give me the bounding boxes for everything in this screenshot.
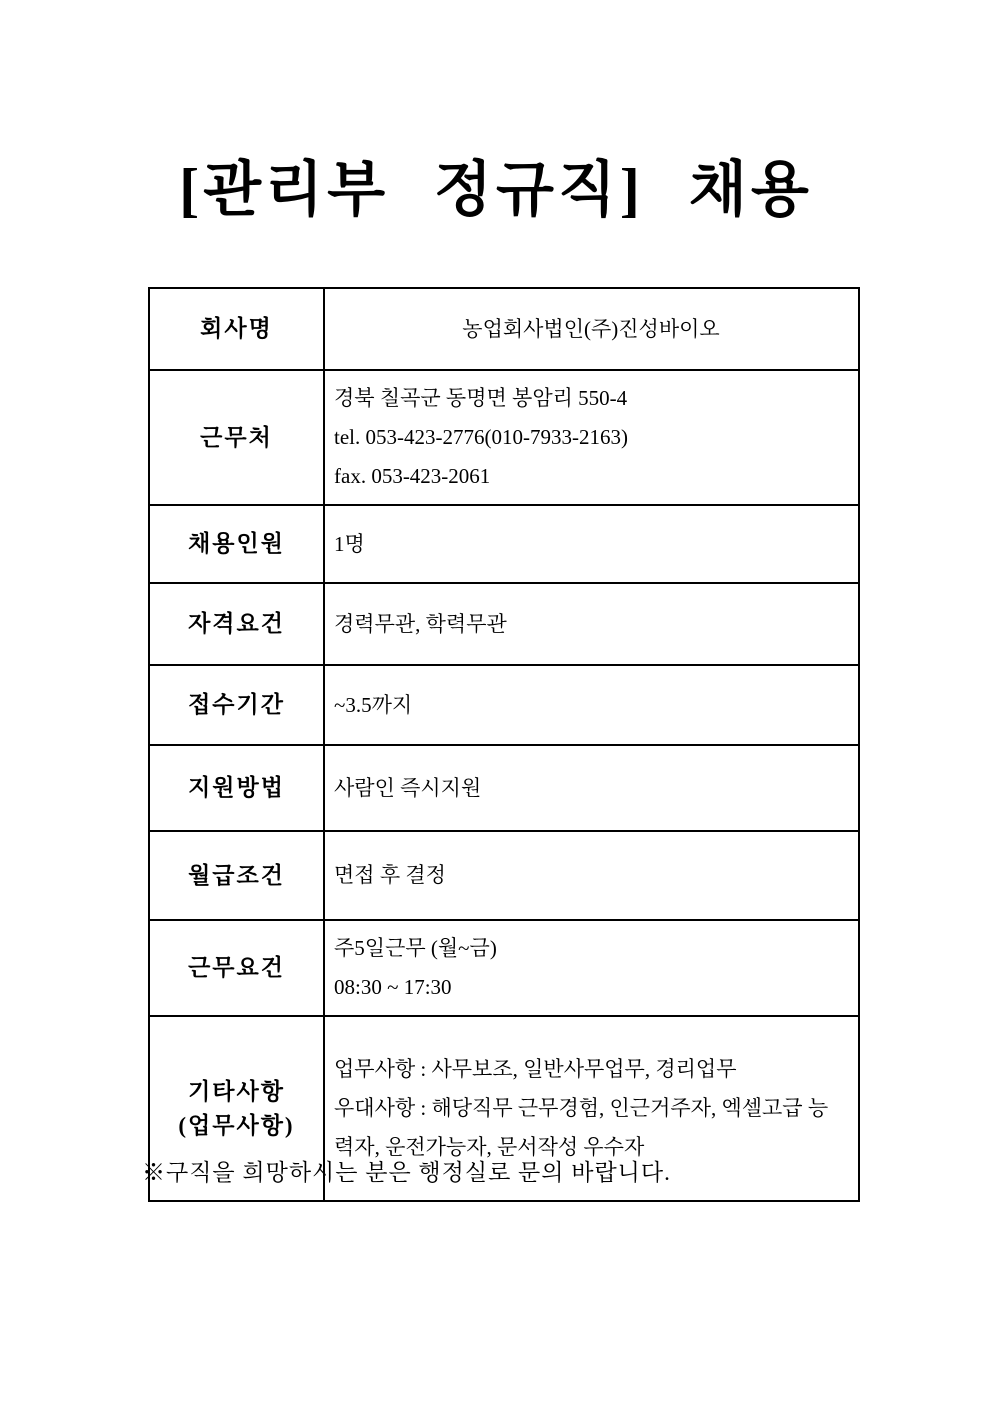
- job-table-body: [149, 288, 859, 1201]
- row-value: tel. 053-423-2776(010-7933-2163): [334, 425, 628, 449]
- table-row: [149, 288, 859, 370]
- row-label-cell: [149, 831, 324, 920]
- table-row: [149, 665, 859, 745]
- row-label-cell: [149, 920, 324, 1016]
- row-label: 월급조건: [188, 862, 285, 888]
- table-row: [149, 831, 859, 920]
- row-label: 자격요건: [188, 611, 285, 636]
- row-label: 지원방법: [188, 775, 285, 800]
- row-value: 경북 칠곡군 동명면 봉암리 550-4: [334, 386, 628, 410]
- row-label-cell: [149, 505, 324, 583]
- table-row: [149, 505, 859, 583]
- row-label: 근무요건: [188, 955, 285, 980]
- table-row: [149, 370, 859, 505]
- row-value-cell: [324, 370, 859, 505]
- row-label-cell: [149, 288, 324, 370]
- row-label-cell: [149, 745, 324, 831]
- row-label: 기타사항: [188, 1078, 285, 1104]
- row-value: 사람인 즉시지원: [334, 775, 482, 800]
- row-value: 08:30 ~ 17:30: [334, 975, 452, 999]
- row-label-cell: [149, 665, 324, 745]
- row-value: 농업회사법인(주)진성바이오: [462, 316, 720, 341]
- page-title: [관리부 정규직] 채용: [179, 157, 813, 223]
- row-label: 근무처: [200, 424, 273, 450]
- row-label: 회사명: [200, 316, 273, 341]
- row-value: 주5일근무 (월~금): [334, 936, 497, 960]
- row-value: ~3.5까지: [334, 692, 413, 717]
- table-row: [149, 745, 859, 831]
- footnote: ※구직을 희망하시는 분은 행정실로 문의 바랍니다.: [142, 1160, 671, 1185]
- row-value: 업무사항 : 사무보조, 일반사무업무, 경리업무: [334, 1057, 737, 1081]
- row-value: fax. 053-423-2061: [334, 464, 491, 488]
- table-row: [149, 920, 859, 1016]
- row-label: (업무사항): [178, 1112, 295, 1138]
- row-value: 우대사항 : 해당직무 근무경험, 인근거주자, 엑셀고급 능력자, 운전가능자, 문서작성 우수자: [334, 1096, 829, 1159]
- row-value-cell: [324, 745, 859, 831]
- row-value-cell: [324, 505, 859, 583]
- row-label: 채용인원: [188, 531, 285, 556]
- row-value-cell: [324, 665, 859, 745]
- row-value: 1명: [334, 531, 365, 556]
- table-row: [149, 583, 859, 665]
- row-value-cell: [324, 920, 859, 1016]
- row-label-cell: [149, 370, 324, 505]
- row-value-cell: [324, 831, 859, 920]
- row-value-cell: [324, 288, 859, 370]
- job-table: [148, 287, 860, 1202]
- row-value: 경력무관, 학력무관: [334, 611, 507, 636]
- row-label: 접수기간: [188, 692, 285, 717]
- row-label-cell: [149, 583, 324, 665]
- row-value-cell: [324, 583, 859, 665]
- row-value: 면접 후 결정: [334, 863, 446, 887]
